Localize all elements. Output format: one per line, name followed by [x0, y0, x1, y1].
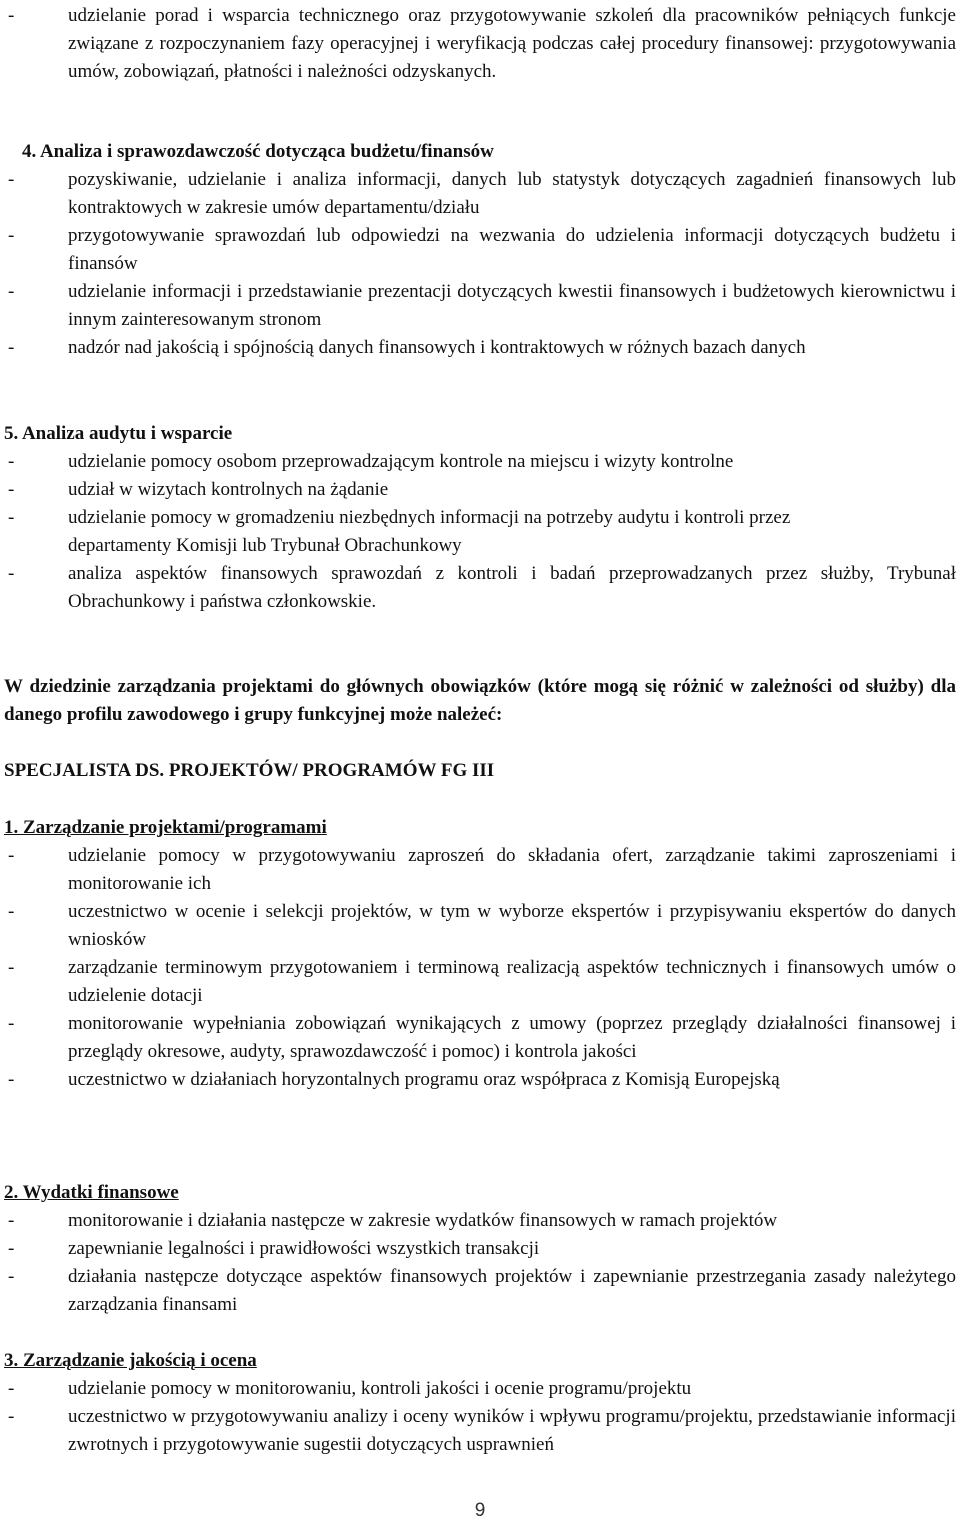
p-section-3-list	[0, 1375, 960, 1459]
list-item: - udzielanie informacji i przedstawianie prezentacji dotyczących kwestii finansowych i budżetowych kierownictwu i innym zainteresowanym stronom	[0, 278, 960, 334]
list-item: - udzielanie pomocy w monitorowaniu, kontroli jakości i ocenie programu/projektu	[0, 1375, 960, 1403]
section-4-list	[0, 166, 960, 362]
list-item: - monitorowanie i działania następcze w zakresie wydatków finansowych w ramach projektów	[0, 1207, 960, 1235]
page-number: 9	[474, 1500, 486, 1521]
section-heading: 5. Analiza audytu i wsparcie	[4, 423, 233, 444]
section-5-list-cont	[0, 560, 960, 616]
list-item: - udział w wizytach kontrolnych na żądanie	[0, 476, 960, 504]
section-5-list	[0, 448, 960, 532]
list-item: - uczestnictwo w ocenie i selekcji projektów, w tym w wyborze ekspertów i przypisywaniu ekspertów do danych wniosków	[0, 898, 960, 954]
list-item: - zarządzanie terminowym przygotowaniem i terminową realizacją aspektów technicznych i finansowych umów o udzielenie dotacji	[0, 954, 960, 1010]
list-item: - zapewnianie legalności i prawidłowości wszystkich transakcji	[0, 1235, 960, 1263]
list-item: - uczestnictwo w działaniach horyzontalnych programu oraz współpraca z Komisją Europejską	[0, 1066, 960, 1094]
p-section-1	[0, 814, 960, 1094]
list-item: - monitorowanie wypełniania zobowiązań wynikających z umowy (poprzez przeglądy działalności finansowej i przeglądy okresowe, audyty, sprawozdawczość i pomoc) i kontrola jakości	[0, 1010, 960, 1066]
section-heading	[0, 1179, 960, 1207]
section-heading	[0, 1347, 960, 1375]
p-section-2	[0, 1179, 960, 1319]
list-item: - przygotowywanie sprawozdań lub odpowiedzi na wezwania do udzielenia informacji dotyczących budżetu i finansów	[0, 222, 960, 278]
list-item: - nadzór nad jakością i spójnością danych finansowych i kontraktowych w różnych bazach danych	[0, 334, 960, 362]
section-heading: 4. Analiza i sprawozdawczość dotycząca budżetu/finansów	[22, 141, 494, 162]
list-item: - udzielanie pomocy w gromadzeniu niezbędnych informacji na potrzeby audytu i kontroli przez	[0, 504, 960, 532]
intro-paragraph: W dziedzinie zarządzania projektami do głównych obowiązków (które mogą się różnić w zależności od służby) dla danego profilu zawodowego i grupy funkcyjnej może należeć:	[4, 676, 956, 725]
p-section-3	[0, 1347, 960, 1459]
section-heading-text: 2. Wydatki finansowe	[4, 1182, 179, 1203]
list-item: - udzielanie porad i wsparcia technicznego oraz przygotowywanie szkoleń dla pracowników pełniących funkcje związane z rozpoczynaniem fazy operacyjnej i weryfikacją podczas całej procedury finansowej: przygotowywania umów, zobowiązań, płatności i należności odzyskanych.	[0, 2, 960, 86]
list-item: - uczestnictwo w przygotowywaniu analizy i oceny wyników i wpływu programu/projektu, przedstawianie informacji zwrotnych i przygotowywanie sugestii dotyczących usprawnień	[0, 1403, 960, 1459]
section-4	[0, 138, 960, 362]
intro-list	[0, 2, 960, 86]
list-item: - działania następcze dotyczące aspektów finansowych projektów i zapewnianie przestrzegania zasady należytego zarządzania finansami	[0, 1263, 960, 1319]
list-item: - analiza aspektów finansowych sprawozdań z kontroli i badań przeprowadzanych przez służby, Trybunał Obrachunkowy i państwa członkowskie.	[0, 560, 960, 616]
section-heading-text: 3. Zarządzanie jakością i ocena	[4, 1350, 257, 1371]
p-section-1-list	[0, 842, 960, 1094]
section-5	[0, 420, 960, 616]
intro-paragraph-block	[0, 673, 960, 729]
profile-title: SPECJALISTA DS. PROJEKTÓW/ PROGRAMÓW FG III	[4, 760, 495, 781]
list-item: - udzielanie pomocy osobom przeprowadzającym kontrole na miejscu i wizyty kontrolne	[0, 448, 960, 476]
section-heading-text: 1. Zarządzanie projektami/programami	[4, 817, 327, 838]
intro-list-block	[0, 2, 960, 86]
list-item-continuation: departamenty Komisji lub Trybunał Obrachunkowy	[68, 535, 462, 556]
section-heading	[0, 814, 960, 842]
p-section-2-list	[0, 1207, 960, 1319]
list-item: - udzielanie pomocy w przygotowywaniu zaproszeń do składania ofert, zarządzanie takimi zaproszeniami i monitorowanie ich	[0, 842, 960, 898]
list-item: - pozyskiwanie, udzielanie i analiza informacji, danych lub statystyk dotyczących zagadnień finansowych lub kontraktowych w zakresie umów departamentu/działu	[0, 166, 960, 222]
profile-title-block	[0, 757, 960, 785]
